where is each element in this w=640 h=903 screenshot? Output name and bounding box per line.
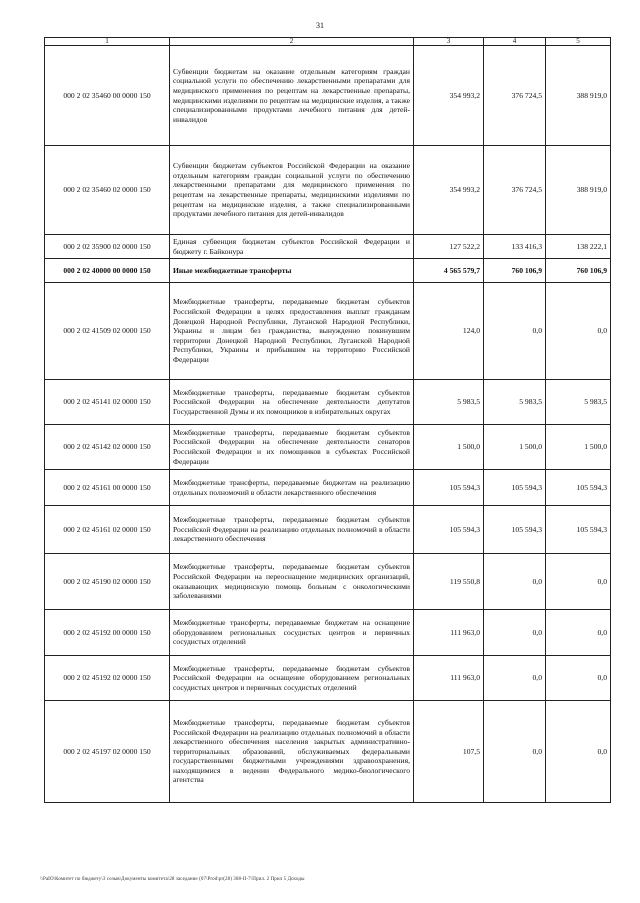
amount-col5-cell: 0,0 — [546, 656, 611, 701]
column-number: 5 — [546, 38, 611, 46]
amount-col5-cell: 760 106,9 — [546, 259, 611, 283]
budget-code-cell: 000 2 02 45161 02 0000 150 — [45, 506, 170, 554]
description-cell: Межбюджетные трансферты, передаваемые бюджетам субъектов Российской Федерации на переоснащение медицинских организаций, оказывающих медицинскую помощь больным с онкологическими заболеваниями — [170, 554, 414, 610]
amount-col4-cell: 0,0 — [484, 283, 546, 380]
amount-col5-cell: 1 500,0 — [546, 425, 611, 470]
amount-col3-cell: 105 594,3 — [414, 506, 484, 554]
amount-col4-cell: 376 724,5 — [484, 146, 546, 235]
amount-col3-cell: 354 993,2 — [414, 46, 484, 146]
budget-code-cell: 000 2 02 45161 00 0000 150 — [45, 470, 170, 506]
column-numbers-row — [45, 38, 611, 46]
description-cell: Межбюджетные трансферты, передаваемые бюджетам субъектов Российской Федерации на оснащение оборудованием региональных сосудистых центров и первичных сосудистых отделений — [170, 656, 414, 701]
budget-code-cell: 000 2 02 41509 02 0000 150 — [45, 283, 170, 380]
amount-col5-cell: 5 983,5 — [546, 380, 611, 425]
amount-col4-cell: 0,0 — [484, 701, 546, 803]
amount-col3-cell: 111 963,0 — [414, 656, 484, 701]
amount-col4-cell: 133 416,3 — [484, 235, 546, 259]
amount-col5-cell: 388 919,0 — [546, 146, 611, 235]
page-number: 31 — [316, 21, 324, 30]
table-row — [45, 380, 611, 425]
budget-code-cell: 000 2 02 35460 00 0000 150 — [45, 46, 170, 146]
column-number: 1 — [45, 38, 170, 46]
column-number: 2 — [170, 38, 414, 46]
table-row — [45, 656, 611, 701]
description-cell: Межбюджетные трансферты, передаваемые бюджетам на реализацию отдельных полномочий в области лекарственного обеспечения — [170, 470, 414, 506]
amount-col4-cell: 760 106,9 — [484, 259, 546, 283]
amount-col5-cell: 0,0 — [546, 283, 611, 380]
amount-col4-cell: 0,0 — [484, 554, 546, 610]
amount-col3-cell: 111 963,0 — [414, 610, 484, 656]
amount-col3-cell: 105 594,3 — [414, 470, 484, 506]
description-cell: Субвенции бюджетам на оказание отдельным категориям граждан социальной услуги по обеспечению лекарственными препаратами для медицинского применения по рецептам на лекарственные препараты, медицинскими изделиями по рецептам на медицинские изделия, а также специализированными продуктами лечебного питания для детей-инвалидов — [170, 46, 414, 146]
budget-code-cell: 000 2 02 45190 02 0000 150 — [45, 554, 170, 610]
column-number: 3 — [414, 38, 484, 46]
budget-code-cell: 000 2 02 45197 02 0000 150 — [45, 701, 170, 803]
amount-col5-cell: 0,0 — [546, 554, 611, 610]
table-row — [45, 146, 611, 235]
amount-col3-cell: 127 522,2 — [414, 235, 484, 259]
amount-col4-cell: 0,0 — [484, 610, 546, 656]
table-row — [45, 610, 611, 656]
amount-col4-cell: 105 594,3 — [484, 470, 546, 506]
budget-code-cell: 000 2 02 35460 02 0000 150 — [45, 146, 170, 235]
table-row — [45, 46, 611, 146]
amount-col5-cell: 388 919,0 — [546, 46, 611, 146]
budget-code-cell: 000 2 02 45141 02 0000 150 — [45, 380, 170, 425]
amount-col5-cell: 105 594,3 — [546, 470, 611, 506]
description-cell: Межбюджетные трансферты, передаваемые бюджетам субъектов Российской Федерации на реализацию отдельных полномочий в области лекарственного обеспечения — [170, 506, 414, 554]
amount-col4-cell: 5 983,5 — [484, 380, 546, 425]
amount-col5-cell: 105 594,3 — [546, 506, 611, 554]
table-row — [45, 554, 611, 610]
amount-col3-cell: 124,0 — [414, 283, 484, 380]
amount-col3-cell: 4 565 579,7 — [414, 259, 484, 283]
table-row — [45, 425, 611, 470]
column-number: 4 — [484, 38, 546, 46]
amount-col4-cell: 0,0 — [484, 656, 546, 701]
description-cell: Межбюджетные трансферты, передаваемые бюджетам субъектов Российской Федерации на обеспечение деятельности депутатов Государственной Думы и их помощников в избирательных округах — [170, 380, 414, 425]
amount-col4-cell: 1 500,0 — [484, 425, 546, 470]
budget-code-cell: 000 2 02 35900 02 0000 150 — [45, 235, 170, 259]
description-cell: Межбюджетные трансферты, передаваемые бюджетам субъектов Российской Федерации в целях предоставления выплат гражданам Донецкой Народной Республики, Луганской Народной Республики, Украины и лицам без гражданства, вынужденно покинувшим территории Донецкой Народной Республики, Луганской Народной Республики, Украины и прибывшим на территорию Российской Федерации — [170, 283, 414, 380]
amount-col3-cell: 119 550,8 — [414, 554, 484, 610]
amount-col5-cell: 0,0 — [546, 701, 611, 803]
budget-code-cell: 000 2 02 45192 00 0000 150 — [45, 610, 170, 656]
amount-col5-cell: 138 222,1 — [546, 235, 611, 259]
table-row — [45, 470, 611, 506]
amount-col4-cell: 105 594,3 — [484, 506, 546, 554]
table-row — [45, 701, 611, 803]
amount-col5-cell: 0,0 — [546, 610, 611, 656]
amount-col3-cell: 107,5 — [414, 701, 484, 803]
amount-col3-cell: 1 500,0 — [414, 425, 484, 470]
amount-col3-cell: 354 993,2 — [414, 146, 484, 235]
table-row — [45, 506, 611, 554]
revenue-table — [44, 37, 611, 803]
description-cell: Межбюджетные трансферты, передаваемые бюджетам на оснащение оборудованием региональных сосудистых центров и первичных сосудистых отделений — [170, 610, 414, 656]
budget-code-cell: 000 2 02 45142 02 0000 150 — [45, 425, 170, 470]
description-cell: Иные межбюджетные трансферты — [170, 259, 414, 283]
description-cell: Межбюджетные трансферты, передаваемые бюджетам субъектов Российской Федерации на реализацию отдельных полномочий в области лекарственного обеспечения населения закрытых административно-территориальных образований, обслуживаемых федеральными государственными бюджетными учреждениями здравоохранения, находящимися в ведении Федерального медико-биологического агентства — [170, 701, 414, 803]
table-row — [45, 235, 611, 259]
amount-col4-cell: 376 724,5 — [484, 46, 546, 146]
budget-code-cell: 000 2 02 40000 00 0000 150 — [45, 259, 170, 283]
table-row — [45, 283, 611, 380]
file-path-footer: \\PaIO\Комитет по бюджету\3 созыв\Документы комитета\28 заседание (07\Prod\pr(28) 308-II-7\Прил. 2 Прил 5 Доходы — [40, 877, 305, 882]
amount-col3-cell: 5 983,5 — [414, 380, 484, 425]
description-cell: Субвенции бюджетам субъектов Российской Федерации на оказание отдельным категориям граждан социальной услуги по обеспечению лекарственными препаратами для медицинского применения по рецептам на лекарственные препараты, медицинскими изделиями по рецептам на медицинские изделия, а также специализированными продуктами лечебного питания для детей-инвалидов — [170, 146, 414, 235]
table-row — [45, 259, 611, 283]
budget-code-cell: 000 2 02 45192 02 0000 150 — [45, 656, 170, 701]
description-cell: Межбюджетные трансферты, передаваемые бюджетам субъектов Российской Федерации на обеспечение деятельности сенаторов Российской Федерации и их помощников в субъектах Российской Федерации — [170, 425, 414, 470]
description-cell: Единая субвенция бюджетам субъектов Российской Федерации и бюджету г. Байконура — [170, 235, 414, 259]
